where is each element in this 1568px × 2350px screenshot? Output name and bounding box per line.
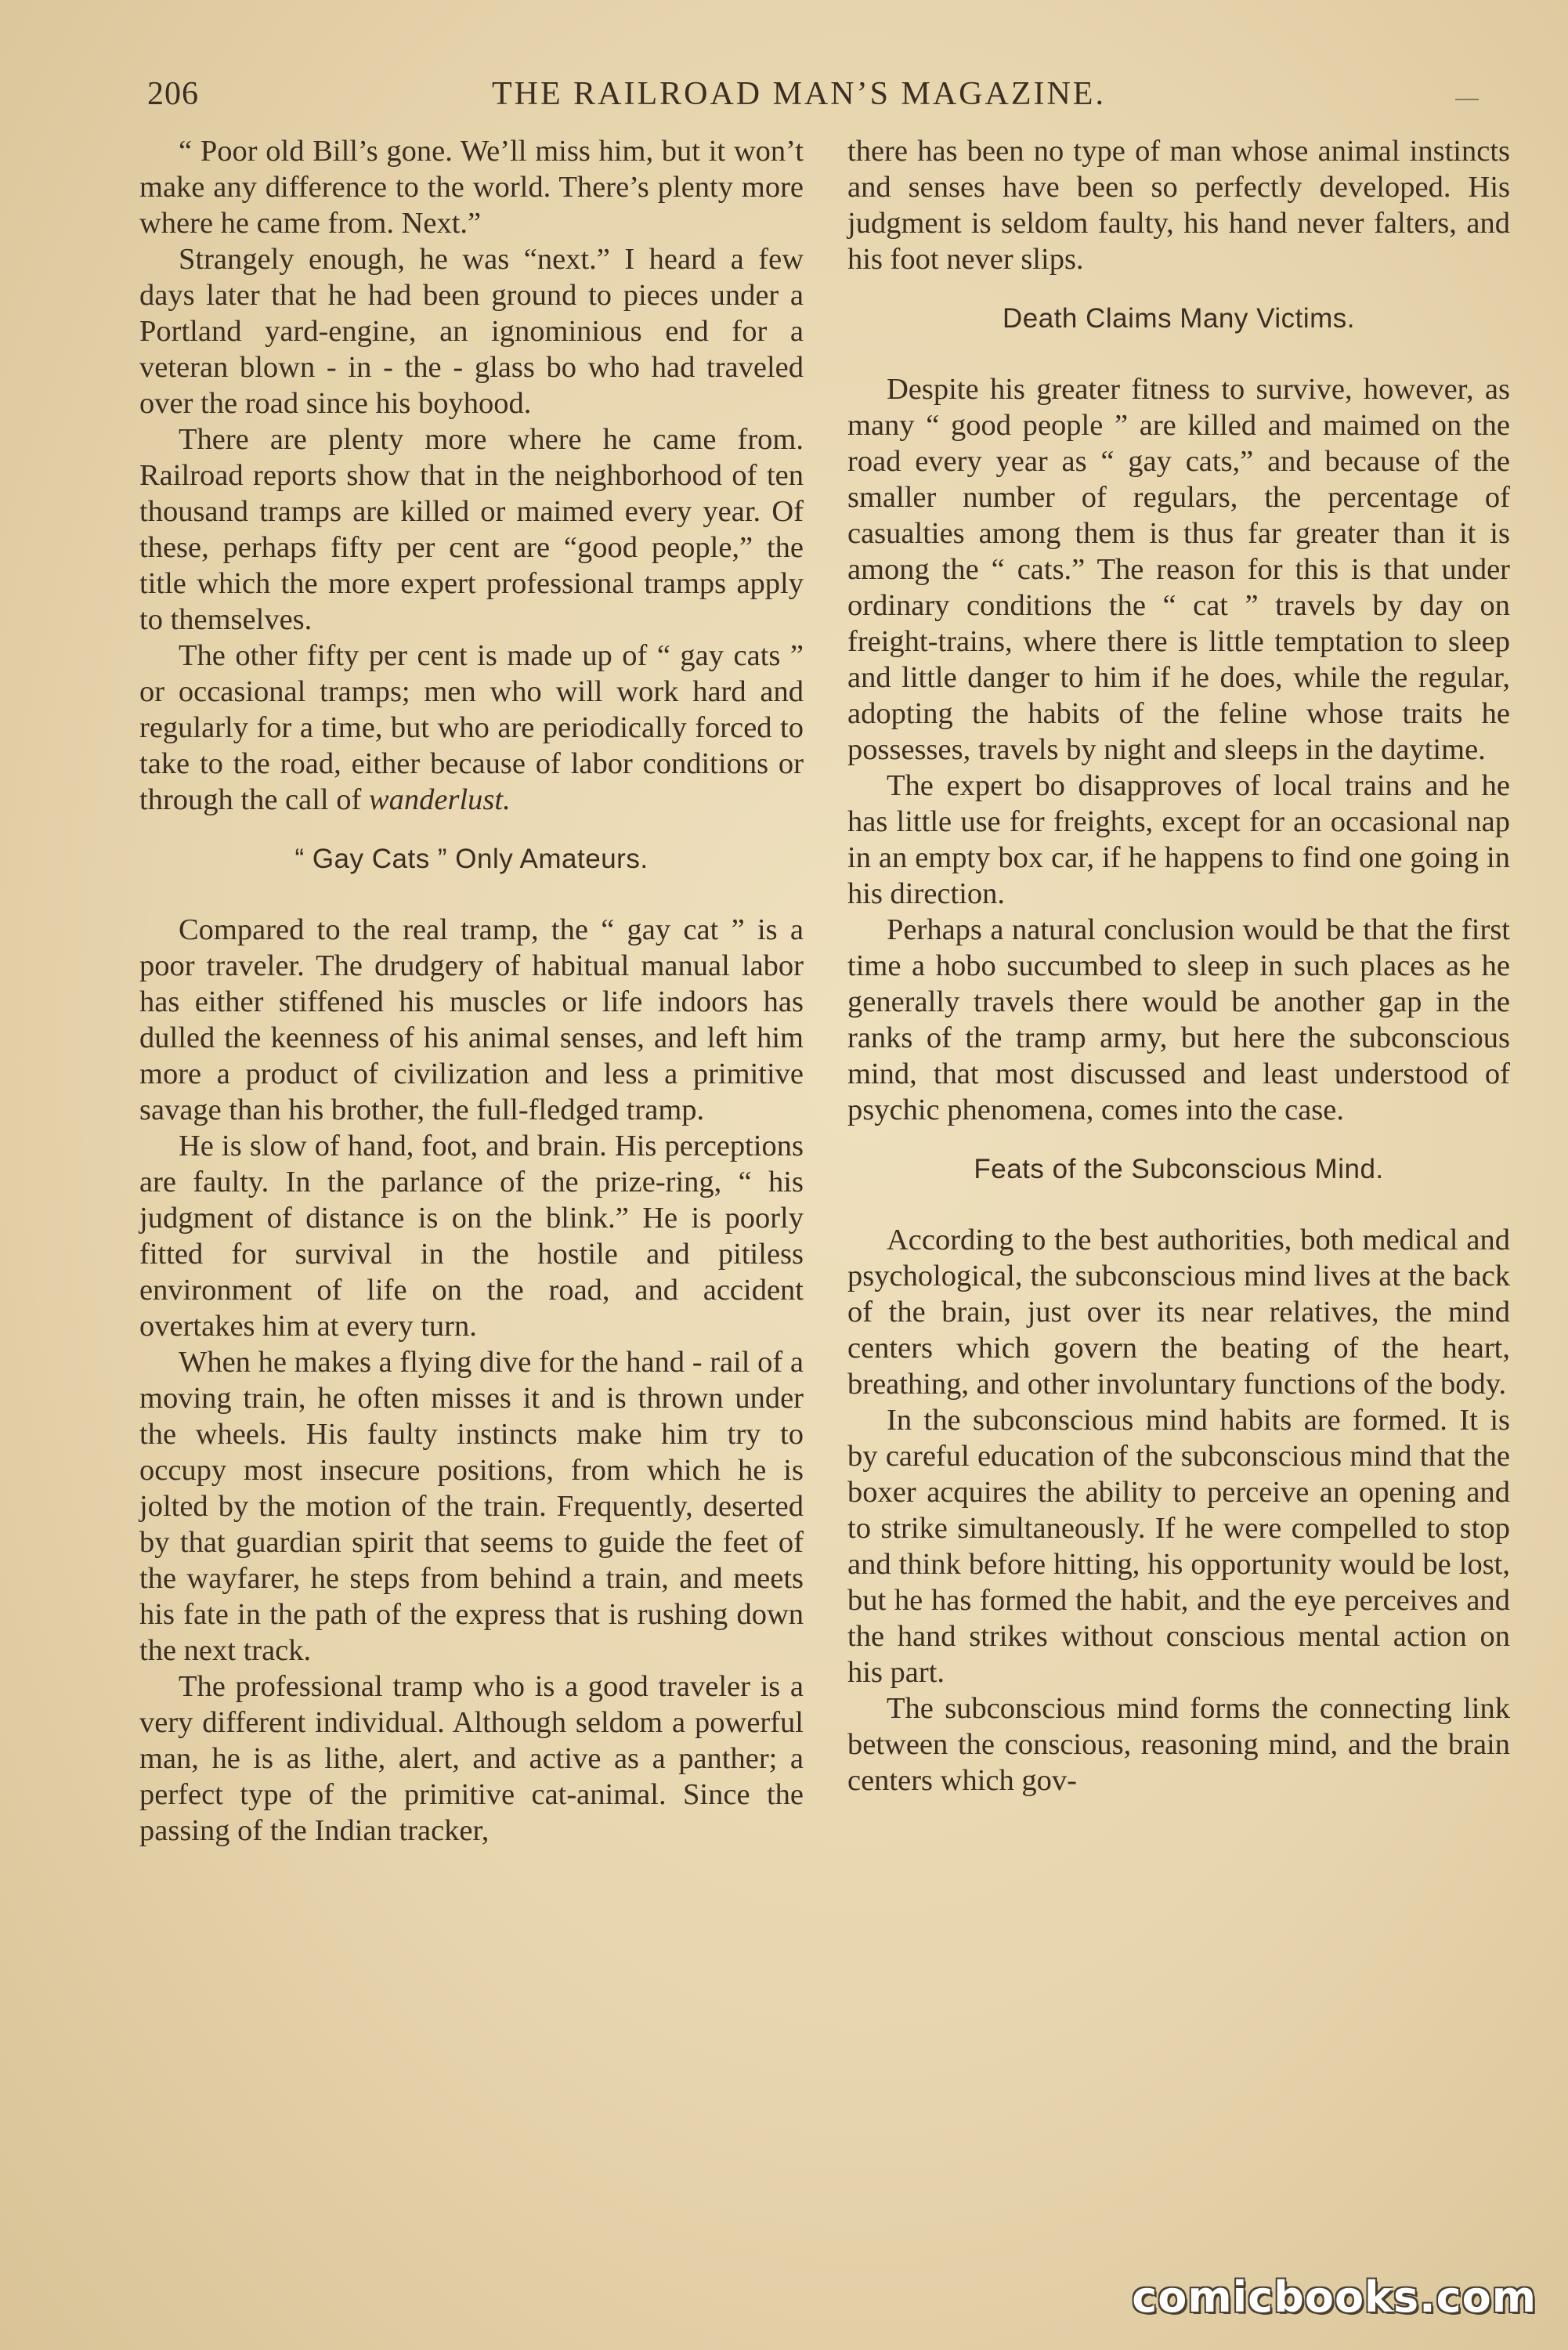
paragraph: There are plenty more where he came from. Railroad reports show that in the neighborhood of ten thousand tramps are killed or maimed every year. Of these, perhaps fifty per cent are “good people,” the title which the more expert professional tramps apply to themselves.: [139, 423, 804, 636]
section-heading: Feats of the Subconscious Mind.: [974, 1154, 1384, 1184]
italic-word: wanderlust.: [368, 783, 511, 816]
paragraph: Perhaps a natural conclusion would be that the first time a hobo succumbed to sleep in such places as he generally travels there would be another gap in the ranks of the tramp army, but here the subconscious mind, that most discussed and least understood of psychic phenomena, comes into the case.: [847, 913, 1510, 1126]
watermark: comicbooks.com: [1132, 2272, 1537, 2322]
paragraph: When he makes a flying dive for the hand - rail of a moving train, he often misses it and is thrown under the wheels. His faulty instincts make him try to occupy most insecure positions, from which he is jolted by the motion of the train. Frequently, deserted by that guardian spirit that seems to guide the feet of the wayfarer, he steps from behind a train, and meets his fate in the path of the express that is rushing down the next track.: [139, 1346, 804, 1667]
paragraph: The expert bo disapproves of local trains and he has little use for freights, except for an occasional nap in an empty box car, if he happens to find one going in his direction.: [847, 769, 1510, 910]
paragraph: Compared to the real tramp, the “ gay cat ” is a poor traveler. The drudgery of habitual manual labor has either stiffened his muscles or life indoors has dulled the keenness of his animal senses, and left him more a product of civilization and less a primitive savage than his brother, the full-fledged tramp.: [139, 913, 804, 1126]
page-number: 206: [147, 76, 199, 112]
section-heading: Death Claims Many Victims.: [1003, 303, 1355, 334]
section-heading: “ Gay Cats ” Only Amateurs.: [294, 844, 649, 874]
running-title: THE RAILROAD MAN’S MAGAZINE.: [492, 76, 1106, 112]
paragraph: In the subconscious mind habits are formed. It is by careful education of the subconscious mind that the boxer acquires the ability to perceive an opening and to strike simultaneously. If he were compelled to stop and think before hitting, his opportunity would be lost, but he has formed the habit, and the eye perceives and the hand strikes without conscious mental action on his part.: [847, 1404, 1510, 1689]
paragraph-text: The other fifty per cent is made up of “ gay cats ” or occasional tramps; men who will work hard and regularly for a time, but who are periodically forced to take to the road, either because of labor conditions or through the call of: [139, 639, 804, 816]
paragraph: Strangely enough, he was “next.” I heard a few days later that he had been ground to pieces under a Portland yard-engine, an ignominious end for a veteran blown - in - the - glass bo who had traveled over the road since his boyhood.: [139, 243, 804, 420]
left-column: [139, 133, 804, 1849]
page-header: [147, 75, 1510, 122]
paragraph: [139, 638, 804, 818]
paragraph: He is slow of hand, foot, and brain. His perceptions are faulty. In the parlance of the prize-ring, “ his judgment of distance is on the blink.” He is poorly fitted for survival in the hostile and pitiless environment of life on the road, and accident overtakes him at every turn.: [139, 1130, 804, 1343]
paragraph: “ Poor old Bill’s gone. We’ll miss him, but it won’t make any difference to the world. There’s plenty more where he came from. Next.”: [139, 135, 804, 240]
paragraph: According to the best authorities, both medical and psychological, the subconscious mind lives at the back of the brain, just over its near relatives, the mind centers which govern the beating of the heart, breathing, and other involuntary functions of the body.: [847, 1224, 1510, 1401]
paragraph: there has been no type of man whose animal instincts and senses have been so perfectly developed. His judgment is seldom faulty, his hand never falters, and his foot never slips.: [847, 135, 1510, 276]
right-column: [847, 133, 1510, 1799]
paragraph: Despite his greater fitness to survive, however, as many “ good people ” are killed and maimed on the road every year as “ gay cats,” and because of the smaller number of regulars, the percentage of casualties among them is thus far greater than it is among the “ cats.” The reason for this is that under ordinary conditions the “ cat ” travels by day on freight-trains, where there is little temptation to sleep and little danger to him if he does, while the regular, adopting the habits of the feline whose traits he possesses, travels by night and sleeps in the daytime.: [847, 373, 1510, 766]
paragraph: The subconscious mind forms the connecting link between the conscious, reasoning mind, and the brain centers which gov-: [847, 1692, 1510, 1797]
header-dash: [1455, 99, 1479, 100]
paragraph: The professional tramp who is a good traveler is a very different individual. Although seldom a powerful man, he is as lithe, alert, and active as a panther; a perfect type of the primitive cat-animal. Since the passing of the Indian tracker,: [139, 1670, 804, 1847]
